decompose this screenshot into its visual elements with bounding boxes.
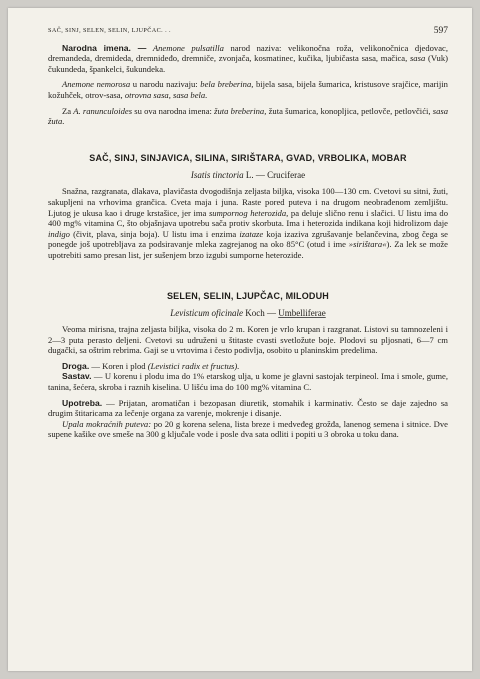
isatis-description: Snažna, razgranata, dlakava, plavičasta dvogodišnja zeljasta biljka, visoka 100—130 cm. Cvetovi su sitni, žuti, sakupljeni na vrhovima grančica. Cveta maja i juna. Raste pored puteva i na drugom neobrađenom zemljištu. Ljutog je ukusa kao i druge krstašice, jer ima sumpornog heterozida, pa deluje slično renu i slačici. U listu ima do 400 mg% vitamina C, što objašnjava upotrebu sača protiv skorbuta. Ima i heterozida indikana koji hidrolizom daje indigo (čivit, plava, sinja boja). U listu ima i enzima izataze koja izaziva zgrušavanje belančevina, zbog čega se ponegde još upotrebljava za podsiravanje mleka zagrejanog na oko 85°C (otud i ime »sirištara«). Za lek se može upotrebiti samo presan list, jer sušenjem brzo izgubi sumporne heterozide. xyxy=(48,186,449,260)
isatis-botanical-name: Isatis tinctoria L. — Cruciferae xyxy=(190,169,306,180)
page-header xyxy=(48,26,448,37)
isatis-section-title: SAČ, SINJ, SINJAVICA, SILINA, SIRIŠTARA, GVAD, VRBOLIKA, MOBAR xyxy=(89,152,407,163)
levisticum-description: Veoma mirisna, trajna zeljasta biljka, visoka do 2 m. Koren je vrlo krupan i razgranat. Listovi su tamnozeleni i 2—3 puta perasto deljeni. Cvetovi su udruženi u štitaste cvasti svetložute boje. Plodovi su pljosnati, 6—7 cm dugački, sa oštrim rebrima. Gaji se u vrtovima i često podivlja, osobito u planinskim predelima. xyxy=(48,324,448,356)
anemone-ranunculoides-names: Za A. ranunculoides su ova narodna imena: žuta breberina, žuta šumarica, konopljica, petlovče, petlovčići, sasa žuta. xyxy=(48,105,449,127)
running-head: SAČ, SINJ, SELEN, SELIN, LJUPČAC. . . xyxy=(48,27,171,34)
book-page xyxy=(8,8,472,671)
anemone-popular-names: Narodna imena. — Anemone pulsatilla narod naziva: velikonočna roža, velikonočnica djedovac, dremandeda, dremideda, dremnideđo, dremniče, zvonjača, kosmatinec, kučika, ljubičasta sasa, mačica, sasa (Vuk) čukundeda, špankelci, šukundeka. xyxy=(48,42,448,74)
page-number: 597 xyxy=(433,26,448,36)
anemone-nemorosa-names: Anemone nemorosa u narodu nazivaju: bela breberina, bijela sasa, bijela šumarica, kristusove srajčice, marijin kožuhček, otrov-sasa, otrovna sasa, sasa bela. xyxy=(48,79,448,100)
levisticum-sastav: Sastav. — U korenu i plodu ima do 1% etarskog ulja, u kome je glavni sastojak terpineol. Ima i smole, gume, tanina, šećera, skroba i raznih kiselina. U lišću ima do 100 mg% vitamina C. xyxy=(48,371,448,393)
page-content xyxy=(48,26,448,440)
levisticum-section-title: SELEN, SELIN, LJUPČAC, MILODUH xyxy=(166,290,329,301)
levisticum-uputa: Upala mokraćnih puteva: po 20 g korena selena, lista breze i medveđeg grožđa, lanenog semena i sitnice. Dve supene kašike ove smeše na 300 g ključale vode i posle dva sata odliti i popiti u 3 obroka u toku dana. xyxy=(48,418,448,440)
levisticum-droga: Droga. — Koren i plod (Levistici radix et fructus). xyxy=(62,360,240,371)
levisticum-upotreba: Upotreba. — Prijatan, aromatičan i bezopasan diuretik, stomahik i karminativ. Često se daje zajedno sa drugim štitaricama za lečenje organa za varenje, mokrenje i disanje. xyxy=(48,397,448,419)
levisticum-botanical-name: Levisticum oficinale Koch — Umbelliferae xyxy=(170,307,326,318)
